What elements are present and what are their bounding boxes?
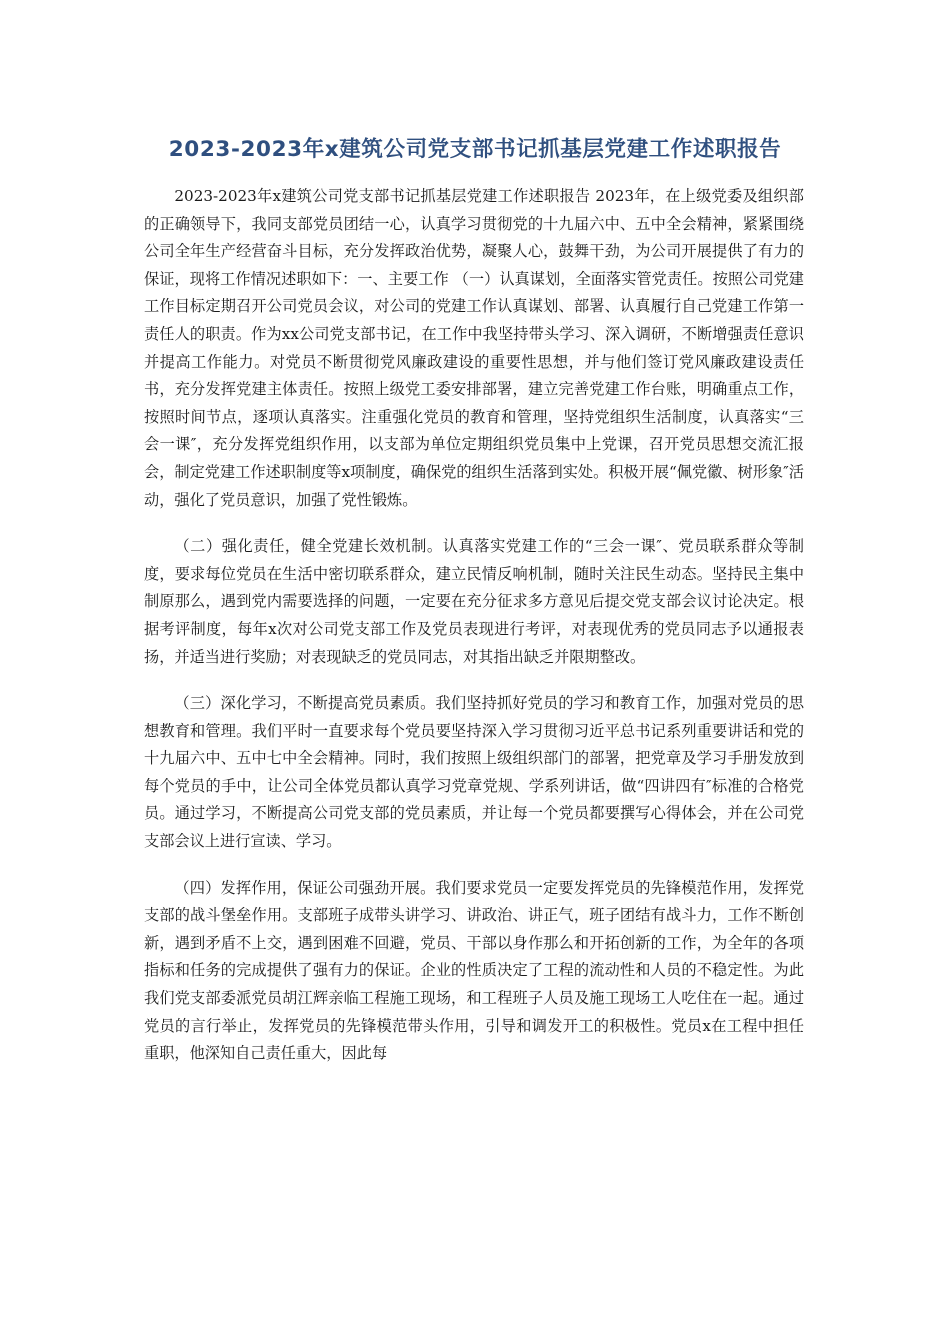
paragraph-3: （三）深化学习，不断提高党员素质。我们坚持抓好党员的学习和教育工作，加强对党员的思想教育和管理。我们平时一直要求每个党员要坚持深入学习贯彻习近平总书记系列重要讲话和党的十九届六中、五中七中全会精神。同时，我们按照上级组织部门的部署，把党章及学习手册发放到每个党员的手中，让公司全体党员都认真学习党章党规、学系列讲话，做“四讲四有″标准的合格党员。通过学习，不断提高公司党支部的党员素质，并让每一个党员都要撰写心得体会，并在公司党支部会议上进行宣读、学习。 [144,694,804,851]
document-body [144,183,804,1087]
paragraph-4: （四）发挥作用，保证公司强劲开展。我们要求党员一定要发挥党员的先锋模范作用，发挥党支部的战斗堡垒作用。支部班子成带头讲学习、讲政治、讲正气，班子团结有战斗力，工作不断创新，遇到矛盾不上交，遇到困难不回避，党员、干部以身作那么和开拓创新的工作，为全年的各项指标和任务的完成提供了强有力的保证。企业的性质决定了工程的流动性和人员的不稳定性。为此我们党支部委派党员胡江辉亲临工程施工现场，和工程班子人员及施工现场工人吃住在一起。通过党员的言行举止，发挥党员的先锋模范带头作用，引导和调发开工的积极性。党员x在工程中担任重职，他深知自己责任重大，因此每 [144,878,804,1063]
document-title: 2023-2023年x建筑公司党支部书记抓基层党建工作述职报告 [168,137,782,162]
paragraph-1: 2023-2023年x建筑公司党支部书记抓基层党建工作述职报告 2023年，在上级党委及组织部的正确领导下，我同支部党员团结一心，认真学习贯彻党的十九届六中、五中全会精神，紧紧围绕公司全年生产经营奋斗目标，充分发挥政治优势，凝聚人心，鼓舞干劲，为公司开展提供了有力的保证，现将工作情况述职如下：一、主要工作 （一）认真谋划，全面落实管党责任。按照公司党建工作目标定期召开公司党员会议，对公司的党建工作认真谋划、部署、认真履行自己党建工作第一责任人的职责。作为xx公司党支部书记，在工作中我坚持带头学习、深入调研，不断增强责任意识并提高工作能力。对党员不断贯彻党风廉政建设的重要性思想，并与他们签订党风廉政建设责任书，充分发挥党建主体责任。按照上级党工委安排部署，建立完善党建工作台账，明确重点工作，按照时间节点，逐项认真落实。注重强化党员的教育和管理，坚持党组织生活制度，认真落实“三会一课″，充分发挥党组织作用，以支部为单位定期组织党员集中上党课，召开党员思想交流汇报会，制定党建工作述职制度等x项制度，确保党的组织生活落到实处。积极开展“佩党徽、树形象″活动，强化了党员意识，加强了党性锻炼。 [144,187,804,509]
paragraph-2: （二）强化责任，健全党建长效机制。认真落实党建工作的“三会一课″、党员联系群众等制度，要求每位党员在生活中密切联系群众，建立民情反响机制，随时关注民生动态。坚持民主集中制原那么，遇到党内需要选择的问题，一定要在充分征求多方意见后提交党支部会议讨论决定。根据考评制度，每年x次对公司党支部工作及党员表现进行考评，对表现优秀的党员同志予以通报表扬，并适当进行奖励；对表现缺乏的党员同志，对其指出缺乏并限期整改。 [144,537,804,666]
